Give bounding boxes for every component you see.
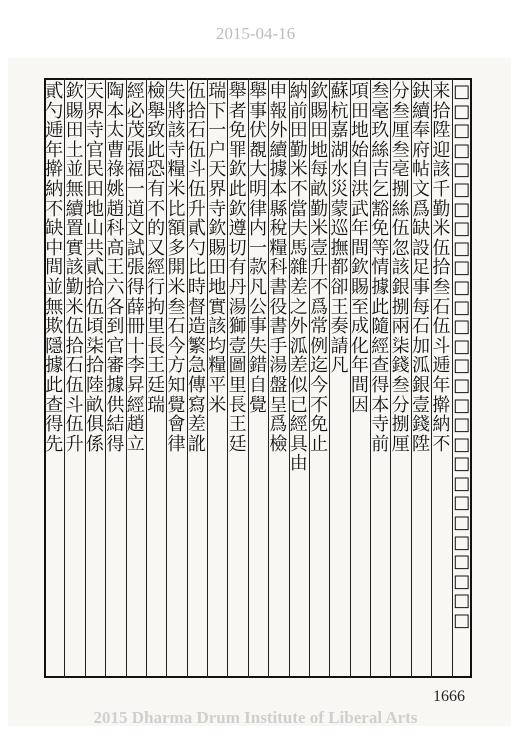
text-column: 蘇 杭 嘉 湖 水 災 蒙 巡 撫 都 卻 王 奏 請 凡 (330, 81, 349, 377)
text-column: 欽 賜 田 土 並 無 續 置 實 該 勤 米 伍 拾 石 伍 斗 伍 升 (65, 81, 84, 455)
date-watermark: 2015-04-16 (215, 24, 296, 43)
text-column: 失 將 該 寺 糧 米 比 額 多 開 米 叁 石 今 方 知 覺 會 律 (167, 81, 186, 455)
text-column: 貳 勺 逓 年 擀 納 不 缺 中 間 並 無 欺 隱 據 此 查 得 先 (45, 81, 64, 455)
text-column: 納 前 田 勤 米 不 當 夫 馬 雜 差 之 外 泒 差 似 已 經 具 由 (289, 81, 308, 475)
text-column: □ □ □ □ □ □ □ □ □ □ □ □ □ □ □ □ □ □ □ □ □ □ □ □ □ □ □ □ (453, 81, 471, 632)
text-column: 檢 舉 致 此 恐 有 不 的 又 經 行 拘 里 長 王 廷 瑞 (147, 81, 166, 416)
text-column: 陶 本 太 曹 祿 姚 趙 科 高 王 六 各 到 官 審 據 供 結 得 (106, 81, 125, 455)
text-column: 来 拾 陞 迎 該 千 勤 米 伍 拾 叁 石 伍 斗 逓 年 擀 納 不 (432, 81, 451, 455)
text-column: 叁 毫 玖 絲 吉 乞 豁 免 等 情 據 此 隨 經 查 得 本 寺 前 (371, 81, 390, 455)
text-column: 鈌 續 奉 府 帖 文 爲 缺 設 足 事 每 石 加 泒 銀 壹 錢 陞 (412, 81, 431, 455)
text-column: 分 叁 厘 叁 亳 捌 絲 伍 忽 該 銀 捌 兩 柒 錢 叁 分 捌 厘 (391, 81, 410, 455)
text-column: 瑞 下 一 户 天 界 寺 欽 賜 田 地 實 該 均 糧 平 米 (208, 81, 227, 416)
copyright-watermark: 2015 Dharma Drum Institute of Liberal Arts (93, 708, 418, 727)
text-column: 項 田 地 始 自 洪 武 年 間 欽 賜 至 成 化 年 間 因 (350, 81, 369, 416)
text-column: 舉 者 免 罪 欽 此 欽 遵 切 有 丹 湯 獅 壹 圖 里 長 王 廷 (228, 81, 247, 455)
page-number: 1666 (433, 688, 465, 705)
text-column: 經 必 茂 張 福 一 道 文 試 張 得 薛 冊 十 李 昇 經 趙 立 (126, 81, 145, 455)
text-column: 申 報 外 續 據 本 縣 稅 糧 科 書 役 書 手 湯 盤 呈 爲 檢 (269, 81, 288, 455)
text-column: 欽 賜 田 地 每 畝 勤 米 壹 升 不 爲 常 例 迄 今 不 免 止 (310, 81, 329, 455)
text-column: 舉 事 伏 覩 大 明 律 内 一 款 凡 公 事 失 錯 自 覺 (249, 81, 267, 416)
text-column: 天 界 寺 官 民 田 地 山 共 貳 拾 伍 頃 柒 拾 陸 畝 俱 係 (85, 81, 104, 455)
text-column: 伍 拾 石 伍 斗 伍 升 貳 勺 比 時 督 造 繁 急 傳 寫 差 訛 (187, 81, 206, 455)
